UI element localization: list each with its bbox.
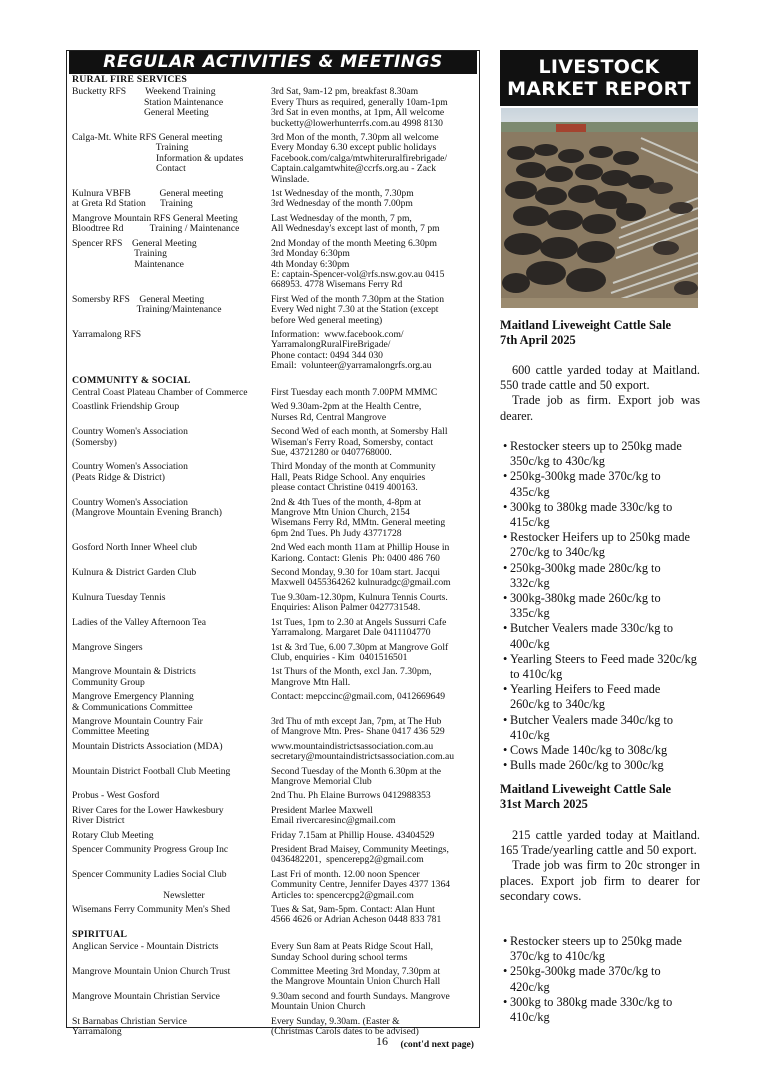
activity-name: Mountain District Football Club Meeting [72,765,231,777]
activity-details: Second Monday, 9.30 for 10am start. Jacqui Maxwell 0455364262 kulnuradgc@gmail.com [271,567,451,589]
activity-row [72,214,474,235]
price-item: • Restocker Heifers up to 250kg made 270c/kg to 340c/kg [503,530,701,560]
price-item: • Restocker steers up to 250kg made 350c/kg to 430c/kg [503,439,701,469]
livestock-heading-line2: MARKET REPORT [507,78,691,100]
activity-row [72,618,474,639]
activity-row [72,806,474,827]
activity-row [72,402,474,423]
activity-row [72,717,474,738]
price-item: • Cows Made 140c/kg to 308c/kg [503,743,701,758]
activity-name: St Barnabas Christian Service Yarramalong [72,1015,187,1038]
activity-name: Mountain Districts Association (MDA) [72,740,223,752]
activity-details: Second Wed of each month, at Somersby Hall Wiseman's Ferry Road, Somersby, contact Sue, 43721280 or 0407768000. [271,426,448,458]
activity-row [72,427,474,458]
activity-name: Yarramalong RFS [72,328,142,340]
activity-name: Central Coast Plateau Chamber of Commerce [72,386,248,398]
activity-details: 2nd & 4th Tues of the month, 4-8pm at Mangrove Mtn Union Church, 2154 Wisemans Ferry Rd, MMtn. General meeting 6pm 2nd Tues. Ph Judy 43771728 [271,496,446,539]
section-heading: SPIRITUAL [72,928,128,940]
sale1-para: 600 cattle yarded today at Maitland. 550 trade cattle and 50 export. [500,363,700,393]
activity-name: Kulnura Tuesday Tennis [72,591,166,603]
activity-details: Second Tuesday of the Month 6.30pm at the Mangrove Memorial Club [271,765,442,787]
activity-row [72,942,474,963]
sale-title-line: 7th April 2025 [500,333,576,347]
activity-name: Country Women's Association (Somersby) [72,426,188,448]
activity-name: Calga-Mt. White RFS General meeting Training Information & updates Contact [72,132,244,175]
sale2-summary [500,828,700,904]
activity-row [72,870,474,901]
activity-row [72,643,474,664]
livestock-heading-line1: LIVESTOCK [538,56,660,78]
section-heading: COMMUNITY & SOCIAL [72,374,191,386]
continued-note: (cont'd next page) [400,1038,474,1050]
price-item: • 250kg-300kg made 370c/kg to 435c/kg [503,469,701,499]
activity-name: Kulnura VBFB General meeting at Greta Rd Station Training [72,188,224,210]
activity-name: Mangrove Mountain RFS General Meeting Bloodtree Rd Training / Maintenance [72,212,240,235]
activity-row [72,239,474,291]
activity-row [72,692,474,713]
activity-row [72,87,474,129]
regular-activities-heading: REGULAR ACTIVITIES & MEETINGS [69,51,477,74]
price-item: • Yearling Heifers to Feed made 260c/kg to 340c/kg [503,682,701,712]
activity-details: Every Sunday, 9.30am. (Easter & (Christmas Carols dates to be advised) [271,1015,419,1038]
activity-row [72,462,474,493]
activity-row [72,967,474,988]
activity-details: Wed 9.30am-2pm at the Health Centre, Nurses Rd, Central Mangrove [271,401,422,423]
activity-details: Last Wednesday of the month, 7 pm, All Wednesday's except last of month, 7 pm [271,212,440,235]
activity-name: Coastlink Friendship Group [72,401,180,413]
activity-details: President Marlee Maxwell Email rivercaresinc@gmail.com [271,804,396,827]
activity-details: 1st Tues, 1pm to 2.30 at Angels Sussurri Cafe Yarramalong. Margaret Dale 0411104770 [271,616,447,639]
price-item: • 300kg-380kg made 260c/kg to 335c/kg [503,591,701,621]
activity-row [72,667,474,688]
price-item: • 250kg-300kg made 370c/kg to 420c/kg [503,964,701,994]
sale2-para: 215 cattle yarded today at Maitland. 165 Trade/yearling cattle and 50 export. [500,828,700,858]
activity-row [72,388,474,398]
activity-row [72,330,474,372]
activity-details: 3rd Mon of the month, 7.30pm all welcome Every Monday 6.30 except public holidays Facebook.com/calga/mtwhiteruralfirebrigade/ Captain.calgamtwhite@ccrfs.org.au - Zack Winslade. [271,132,448,185]
price-item: • 300kg to 380kg made 330c/kg to 410c/kg [503,995,701,1025]
activity-row [72,133,474,185]
price-item: • Yearling Steers to Feed made 320c/kg to 410c/kg [503,652,701,682]
activity-name: Gosford North Inner Wheel club [72,542,198,554]
activity-details: Every Sun 8am at Peats Ridge Scout Hall, Sunday School during school terms [271,941,434,963]
activity-name: Rotary Club Meeting [72,829,154,841]
activity-details: Tues & Sat, 9am-5pm. Contact: Alan Hunt 4566 4626 or Adrian Acheson 0448 833 781 [271,904,442,926]
activity-name: Wisemans Ferry Community Men's Shed [72,904,231,916]
activity-name: Country Women's Association (Peats Ridge & District) [72,461,188,483]
activity-name: Mangrove Mountain Country Fair Committee Meeting [72,715,203,738]
activity-name: Mangrove Singers [72,641,143,653]
activity-details: President Brad Maisey, Community Meetings, 0436482201, spencerepg2@gmail.com [271,844,449,866]
regular-activities-panel [66,50,480,1050]
activity-details: Friday 7.15am at Phillip House. 43404529 [271,829,435,841]
activity-name: Mangrove Mountain Christian Service [72,990,220,1002]
activity-name: Kulnura & District Garden Club [72,567,197,579]
activity-details: 9.30am second and fourth Sundays. Mangrove Mountain Union Church [271,990,450,1013]
activity-row [72,992,474,1013]
activity-row [72,767,474,788]
activity-row [72,845,474,866]
activity-name: Anglican Service - Mountain Districts [72,941,219,953]
activity-name: Mangrove Mountain Union Church Trust [72,966,231,978]
sale1-summary [500,363,700,424]
activity-details: First Wed of the month 7.30pm at the Station Every Wed night 7.30 at the Station (except before Wed general meeting) [271,293,445,326]
section-heading: RURAL FIRE SERVICES [72,74,188,85]
activity-name: Spencer Community Progress Group Inc [72,844,229,855]
activity-row [72,905,474,926]
activity-name: Somersby RFS General Meeting Training/Maintenance [72,293,222,316]
activity-details: 1st Thurs of the Month, excl Jan. 7.30pm, Mangrove Mtn Hall. [271,666,432,688]
activity-details: Information: www.facebook.com/ YarramalongRuralFireBrigade/ Phone contact: 0494 344 030 Email: volunteer@yarramalongrfs.org.au [271,328,432,372]
activity-details: 3rd Sat, 9am-12 pm, breakfast 8.30am Every Thurs as required, generally 10am-1pm 3rd Sat in even months, at 1pm, All welcome bucketty@lowerhunterrfs.com.au 4998 8130 [271,86,448,129]
activity-details: Last Fri of month. 12.00 noon Spencer Community Centre, Jennifer Dayes 4377 1364 Articles to: spencercpg2@gmail.com [271,868,451,901]
activity-details: Third Monday of the month at Community Hall, Peats Ridge School. Any enquiries please contact Christine 0419 400163. [271,461,436,494]
sale2-para: Trade job was firm to 20c stronger in places. Export job firm to dearer for secondary cows. [500,858,700,903]
activity-row [72,295,474,326]
price-item: • Butcher Vealers made 340c/kg to 410c/kg [503,713,701,743]
activity-name: River Cares for the Lower Hawkesbury River District [72,804,224,827]
activity-row [72,831,474,841]
price-item: • Restocker steers up to 250kg made 370c/kg to 410c/kg [503,934,701,964]
sale1-price-list [503,439,701,773]
activity-name: Bucketty RFS Weekend Training Station Maintenance General Meeting [72,86,224,119]
activity-row [72,593,474,614]
activity-name: Spencer Community Ladies Social Club Newsletter [72,868,227,901]
sale-title-line: 31st March 2025 [500,797,588,811]
activities-list [67,74,479,1050]
price-item: • 300kg to 380kg made 330c/kg to 415c/kg [503,500,701,530]
cattle-yard-photo [501,108,698,308]
activity-details: Committee Meeting 3rd Monday, 7.30pm at the Mangrove Mountain Union Church Hall [271,966,441,988]
activity-details: 1st Wednesday of the month, 7.30pm 3rd Wednesday of the month 7.00pm [271,188,414,210]
price-item: • Bulls made 260c/kg to 300c/kg [503,758,701,773]
activity-row [72,791,474,801]
activity-details: 2nd Monday of the month Meeting 6.30pm 3rd Monday 6:30pm 4th Monday 6:30pm E: captain-Spencer-vol@rfs.nsw.gov.au 0415 668953. 4778 Wisemans Ferry Rd [271,237,445,291]
activity-name: Mangrove Mountain & Districts Community Group [72,666,196,688]
activity-details: Tue 9.30am-12.30pm, Kulnura Tennis Courts. Enquiries: Alison Palmer 0427731548. [271,591,448,614]
sale2-title-text [500,782,700,812]
activity-details: Contact: mepccinc@gmail.com, 0412669649 [271,691,446,703]
activity-details: www.mountaindistrictsassociation.com.au secretary@mountaindistrictsassociation.com.au [271,740,455,763]
sale2-price-list [503,934,701,1025]
sale2-title [500,782,700,812]
activity-row [72,498,474,540]
sale1-title [500,318,700,348]
page-number: 16 [376,1034,388,1048]
activity-details: 3rd Thu of mth except Jan, 7pm, at The Hub of Mangrove Mtn. Pres- Shane 0417 436 529 [271,715,445,738]
sale1-para: Trade job as firm. Export job was dearer. [500,393,700,423]
activity-name: Ladies of the Valley Afternoon Tea [72,616,207,628]
activity-details: 2nd Thu. Ph Elaine Burrows 0412988353 [271,790,431,802]
price-item: • 250kg-300kg made 280c/kg to 332c/kg [503,561,701,591]
activity-details: First Tuesday each month 7.00PM MMMC [271,386,438,398]
activity-row [72,568,474,589]
activity-name: Mangrove Emergency Planning & Communications Committee [72,691,194,713]
activity-name: Probus - West Gosford [72,790,160,802]
price-item: • Butcher Vealers made 330c/kg to 400c/kg [503,621,701,651]
activity-row [72,189,474,210]
activity-details: 2nd Wed each month 11am at Phillip House in Kariong. Contact: Glenis Ph: 0400 486 760 [271,542,450,564]
activity-row [72,543,474,564]
sale1-title-text [500,318,700,348]
activity-name: Spencer RFS General Meeting Training Maintenance [72,237,197,270]
livestock-report-heading [500,50,698,106]
sale-title-line: Maitland Liveweight Cattle Sale [500,782,672,796]
activity-name: Country Women's Association (Mangrove Mountain Evening Branch) [72,496,222,519]
activity-row [72,742,474,763]
activity-details: 1st & 3rd Tue, 6.00 7.30pm at Mangrove Golf Club, enquiries - Kim 0401516501 [271,641,449,663]
sale-title-line: Maitland Liveweight Cattle Sale [500,318,672,332]
